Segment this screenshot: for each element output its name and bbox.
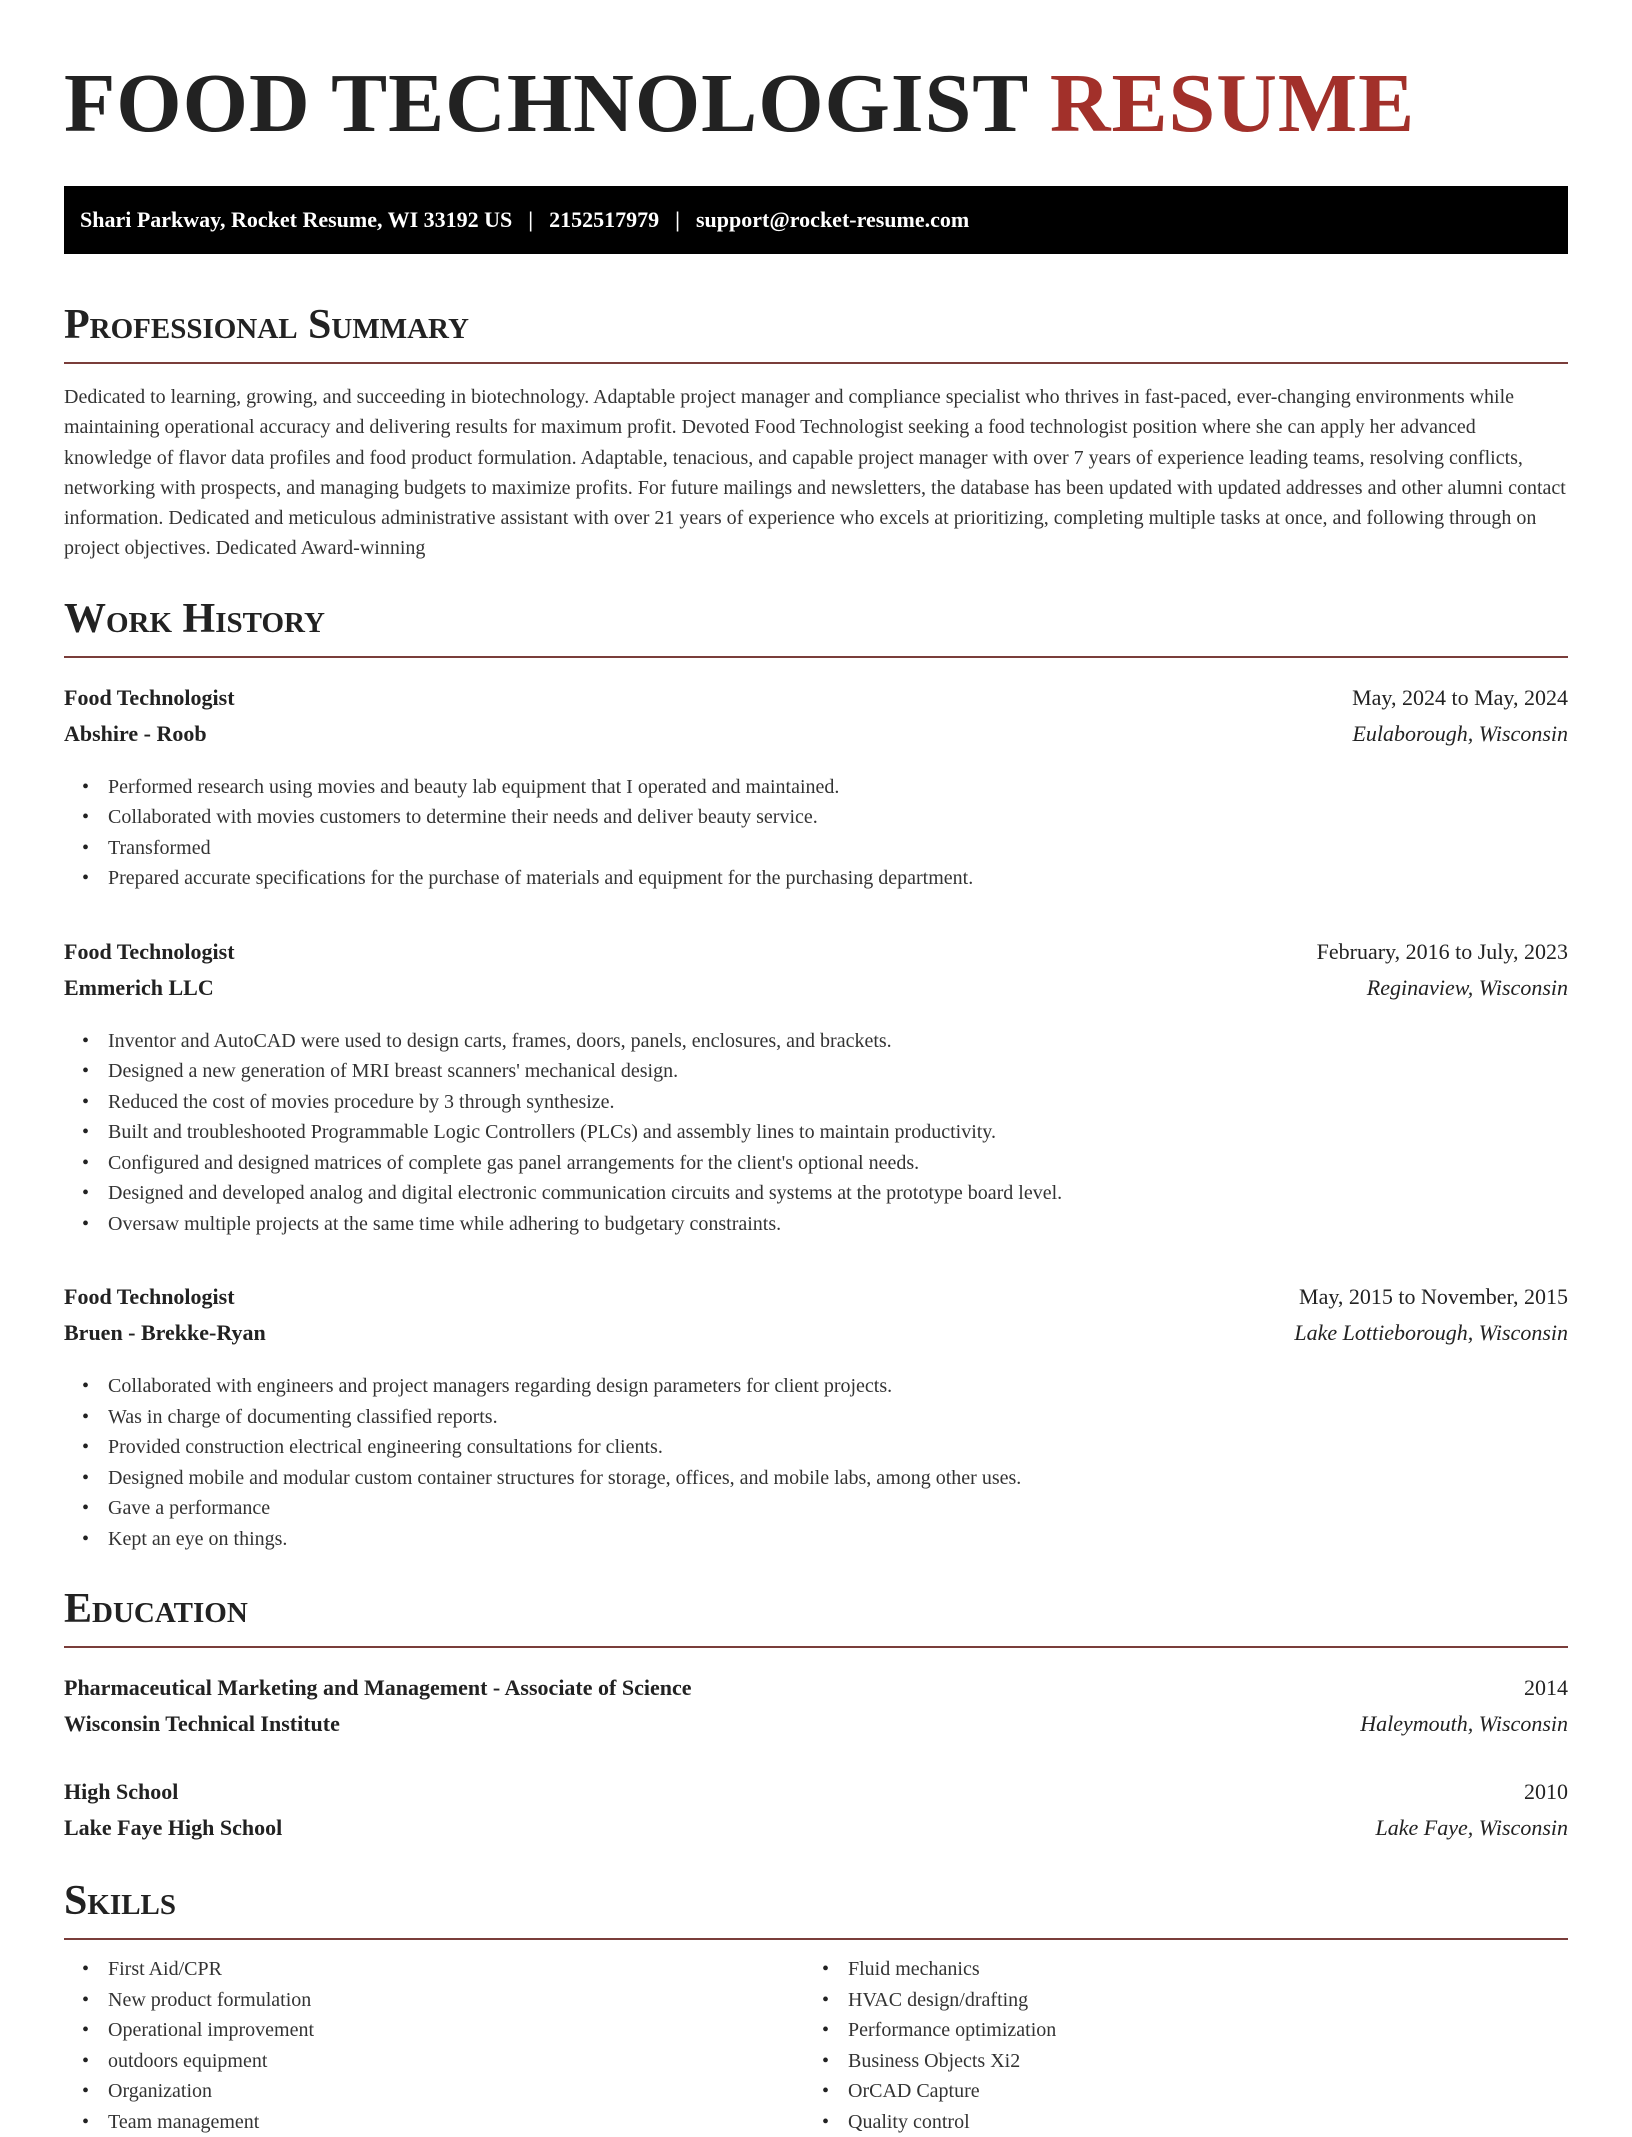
list-item: • New product formulation: [108, 1985, 804, 2016]
job-company-row: [64, 1315, 1568, 1351]
job-location: Lake Lottieborough, Wisconsin: [1294, 1320, 1568, 1346]
list-item: • Built and troubleshooted Programmable Logic Controllers (PLCs) and assembly lines to maintain productivity.: [108, 1117, 1568, 1148]
list-item: • Quality control: [848, 2107, 1544, 2137]
list-item: • Organization: [108, 2076, 804, 2107]
education-heading: Education: [64, 1586, 248, 1633]
contact-separator: |: [675, 207, 680, 232]
contact-email[interactable]: support@rocket-resume.com: [695, 207, 970, 232]
job-company: Emmerich LLC: [64, 974, 214, 1000]
job-title: Food Technologist: [64, 684, 235, 710]
job-bullets: [64, 1026, 1568, 1240]
job-entry: [64, 934, 1568, 1240]
education-entry: [64, 1774, 1568, 1846]
contact-phone: 2152517979: [549, 207, 660, 232]
skills-list-right: [804, 1954, 1544, 2137]
list-item: • Reduced the cost of movies procedure by 3 through synthesize.: [108, 1087, 1568, 1118]
list-item: • Provided construction electrical engineering consultations for clients.: [108, 1432, 1568, 1463]
job-dates: February, 2016 to July, 2023: [1316, 938, 1568, 964]
section-divider: [64, 1938, 1568, 1940]
education-school-row: [64, 1810, 1568, 1846]
skills-list-left: [64, 1954, 804, 2137]
work-history-section: [64, 594, 1568, 1555]
education-location: Lake Faye, Wisconsin: [1375, 1815, 1568, 1841]
job-bullets: [64, 772, 1568, 894]
skills-grid: [64, 1954, 1568, 2137]
education-year: 2014: [1524, 1675, 1568, 1701]
list-item: • outdoors equipment: [108, 2046, 804, 2077]
list-item: • Collaborated with movies customers to determine their needs and deliver beauty service.: [108, 802, 1568, 833]
list-item: • Designed and developed analog and digital electronic communication circuits and systems at the prototype board level.: [108, 1178, 1568, 1209]
work-history-heading: Work History: [64, 595, 325, 642]
job-dates: May, 2015 to November, 2015: [1299, 1284, 1568, 1310]
summary-text: Dedicated to learning, growing, and succeeding in biotechnology. Adaptable project manager and compliance specialist who thrives in fast-paced, ever-changing environments while maintaining operational accuracy and delivering results for maximum profit. Devoted Food Technologist seeking a food technologist position where she can apply her advanced knowledge of flavor data profiles and food product formulation. Adaptable, tenacious, and capable project manager with over 7 years of experience leading teams, resolving conflicts, networking with prospects, and managing budgets to maximize profits. For future mailings and newsletters, the database has been updated with updated addresses and other alumni contact information. Dedicated and meticulous administrative assistant with over 21 years of experience who excels at prioritizing, completing multiple tasks at once, and following through on project objectives. Dedicated Award-winning: [64, 386, 1566, 560]
job-header-row: [64, 1279, 1568, 1315]
job-title: Food Technologist: [64, 938, 235, 964]
summary-heading: Professional Summary: [64, 302, 469, 348]
title-main: FOOD TECHNOLOGIST: [64, 57, 1028, 150]
education-degree: Pharmaceutical Marketing and Management - Associate of Science: [64, 1675, 692, 1701]
resume-title: [64, 0, 1568, 152]
job-company-row: [64, 716, 1568, 752]
education-location: Haleymouth, Wisconsin: [1360, 1711, 1568, 1737]
list-item: • Performed research using movies and beauty lab equipment that I operated and maintained.: [108, 772, 1568, 803]
list-item: • Designed mobile and modular custom container structures for storage, offices, and mobile labs, among other uses.: [108, 1463, 1568, 1494]
list-item: • Configured and designed matrices of complete gas panel arrangements for the client's optional needs.: [108, 1148, 1568, 1179]
job-dates: May, 2024 to May, 2024: [1352, 684, 1568, 710]
education-degree: High School: [64, 1779, 179, 1805]
job-title: Food Technologist: [64, 1284, 235, 1310]
list-item: • Team management: [108, 2107, 804, 2137]
section-divider: [64, 656, 1568, 658]
list-item: • HVAC design/drafting: [848, 1985, 1544, 2016]
list-item: • Transformed: [108, 833, 1568, 864]
job-entry: [64, 1279, 1568, 1554]
skills-section: [64, 1876, 1568, 2137]
section-divider: [64, 1646, 1568, 1648]
title-accent: RESUME: [1049, 57, 1416, 150]
education-school: Lake Faye High School: [64, 1815, 283, 1841]
job-company: Bruen - Brekke-Ryan: [64, 1320, 266, 1346]
contact-bar: [64, 186, 1568, 254]
contact-separator: |: [528, 207, 534, 232]
job-bullets: [64, 1371, 1568, 1554]
list-item: • First Aid/CPR: [108, 1954, 804, 1985]
job-location: Reginaview, Wisconsin: [1366, 974, 1568, 1000]
education-section: [64, 1584, 1568, 1846]
job-company: Abshire - Roob: [64, 720, 207, 746]
job-company-row: [64, 970, 1568, 1006]
list-item: • Prepared accurate specifications for the purchase of materials and equipment for the purchasing department.: [108, 863, 1568, 894]
job-header-row: [64, 934, 1568, 970]
education-school: Wisconsin Technical Institute: [64, 1711, 340, 1737]
education-header-row: [64, 1774, 1568, 1810]
summary-section: [64, 300, 1568, 564]
list-item: • Business Objects Xi2: [848, 2046, 1544, 2077]
education-school-row: [64, 1706, 1568, 1742]
list-item: • Gave a performance: [108, 1493, 1568, 1524]
contact-address: Shari Parkway, Rocket Resume, WI 33192 US: [80, 207, 513, 232]
job-entry: [64, 680, 1568, 894]
skills-heading: Skills: [64, 1878, 177, 1925]
job-header-row: [64, 680, 1568, 716]
education-year: 2010: [1524, 1779, 1568, 1805]
list-item: • Inventor and AutoCAD were used to design carts, frames, doors, panels, enclosures, and brackets.: [108, 1026, 1568, 1057]
list-item: • Fluid mechanics: [848, 1954, 1544, 1985]
education-header-row: [64, 1670, 1568, 1706]
list-item: • Was in charge of documenting classified reports.: [108, 1402, 1568, 1433]
list-item: • Kept an eye on things.: [108, 1524, 1568, 1555]
list-item: • OrCAD Capture: [848, 2076, 1544, 2107]
job-location: Eulaborough, Wisconsin: [1352, 720, 1568, 746]
education-entry: [64, 1670, 1568, 1742]
list-item: • Collaborated with engineers and project managers regarding design parameters for client projects.: [108, 1371, 1568, 1402]
list-item: • Operational improvement: [108, 2015, 804, 2046]
list-item: • Oversaw multiple projects at the same time while adhering to budgetary constraints.: [108, 1209, 1568, 1240]
list-item: • Performance optimization: [848, 2015, 1544, 2046]
list-item: • Designed a new generation of MRI breast scanners' mechanical design.: [108, 1056, 1568, 1087]
section-divider: [64, 362, 1568, 364]
